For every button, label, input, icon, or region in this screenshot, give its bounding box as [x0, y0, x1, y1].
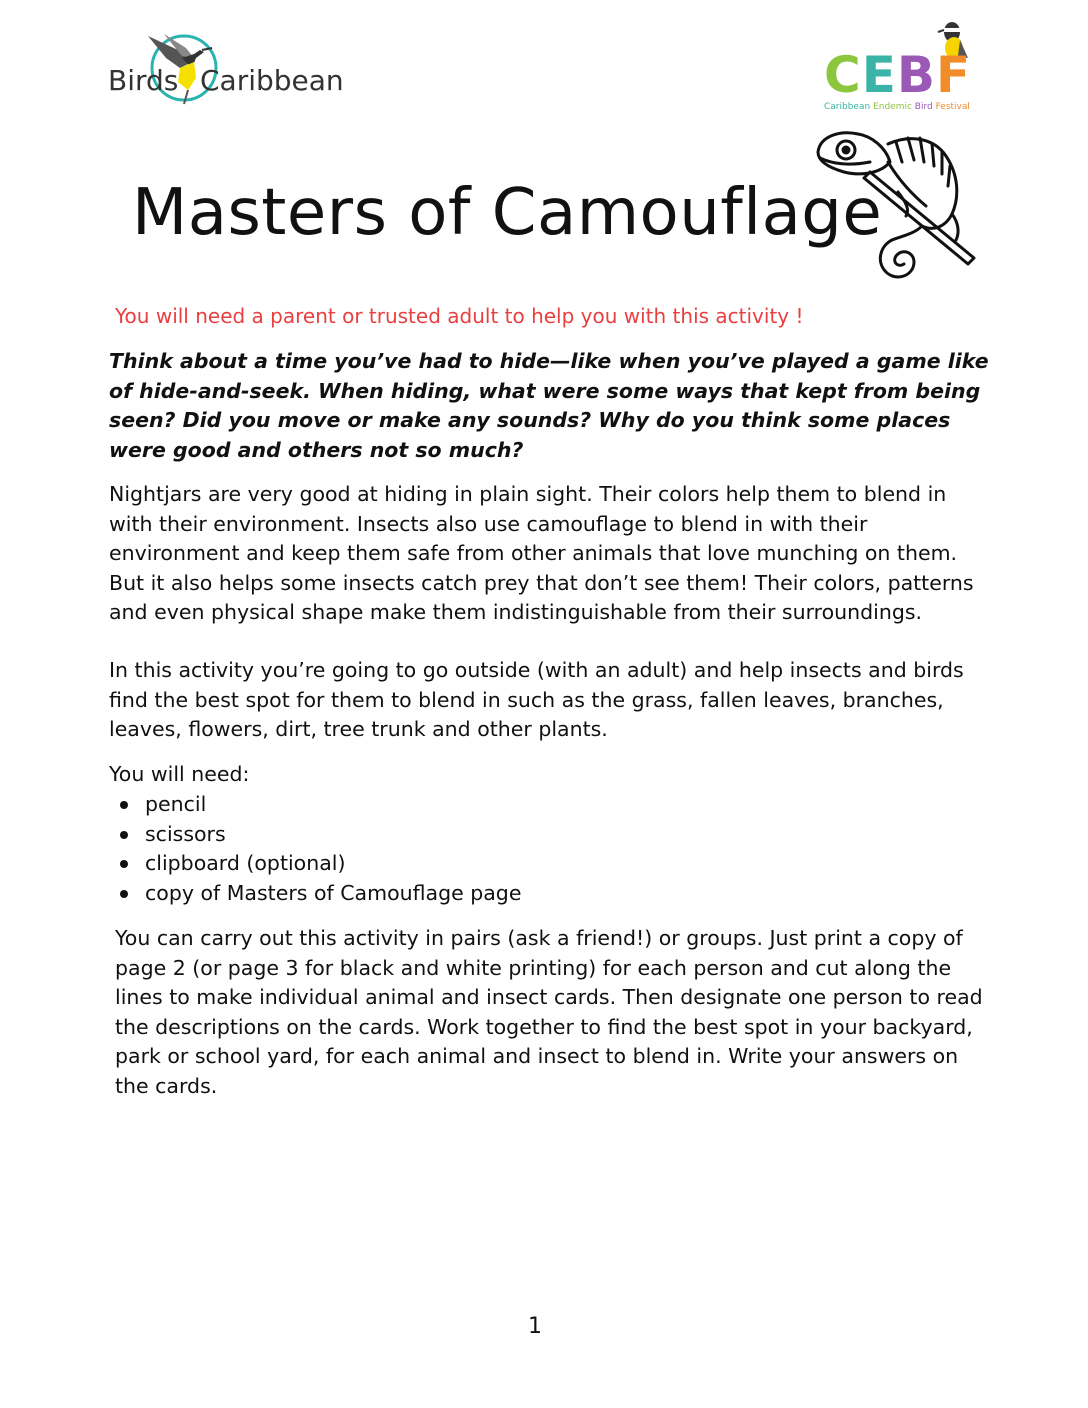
intro-question: Think about a time you’ve had to hide—like when you’ve played a game like of hide-and-seek. When hiding, what were some ways that kept from being seen? Did you move or make any sounds? Why do you think some places were good and others not so much?	[109, 349, 989, 462]
birds-logo-text: Birds	[108, 64, 179, 97]
adult-help-warning: You will need a parent or trusted adult to help you with this activity !	[115, 304, 804, 328]
chameleon-illustration-icon	[810, 122, 980, 287]
birdscaribbean-logo	[108, 28, 344, 110]
page-title: Masters of Camouflage	[132, 176, 883, 250]
list-item: pencil	[118, 790, 521, 820]
list-item: clipboard (optional)	[118, 849, 521, 879]
instructions-paragraph: You can carry out this activity in pairs (ask a friend!) or groups. Just print a copy of page 2 (or page 3 for black and white printing) for each person and cut along the lines to make individual animal and insect cards. Then designate one person to read the descriptions on the cards. Work together to find the best spot in your backyard, park or school yard, for each animal and insect to blend in. Write your answers on the cards.	[115, 926, 983, 1098]
needs-list	[118, 790, 521, 908]
svg-text:Caribbean: Caribbean	[200, 64, 344, 97]
nightjar-paragraph: Nightjars are very good at hiding in plain sight. Their colors help them to blend in with their environment. Insects also use camouflage to blend in with their environment and keep them safe from other animals that love munching on them. But it also helps some insects catch prey that don’t see them! Their colors, patterns and even physical shape make them indistinguishable from their surroundings.	[109, 482, 974, 624]
page-number: 1	[528, 1314, 542, 1339]
cebf-logo: CEBF Caribbean Endemic Bird Festival	[820, 10, 978, 106]
activity-paragraph: In this activity you’re going to go outside (with an adult) and help insects and birds find the best spot for them to blend in such as the grass, fallen leaves, branches, leaves, flowers, dirt, tree trunk and other plants.	[109, 658, 964, 741]
needs-label: You will need:	[109, 762, 250, 786]
list-item: copy of Masters of Camouflage page	[118, 879, 521, 909]
list-item: scissors	[118, 820, 521, 850]
cebf-subtitle: Caribbean Endemic Bird Festival	[824, 102, 970, 112]
